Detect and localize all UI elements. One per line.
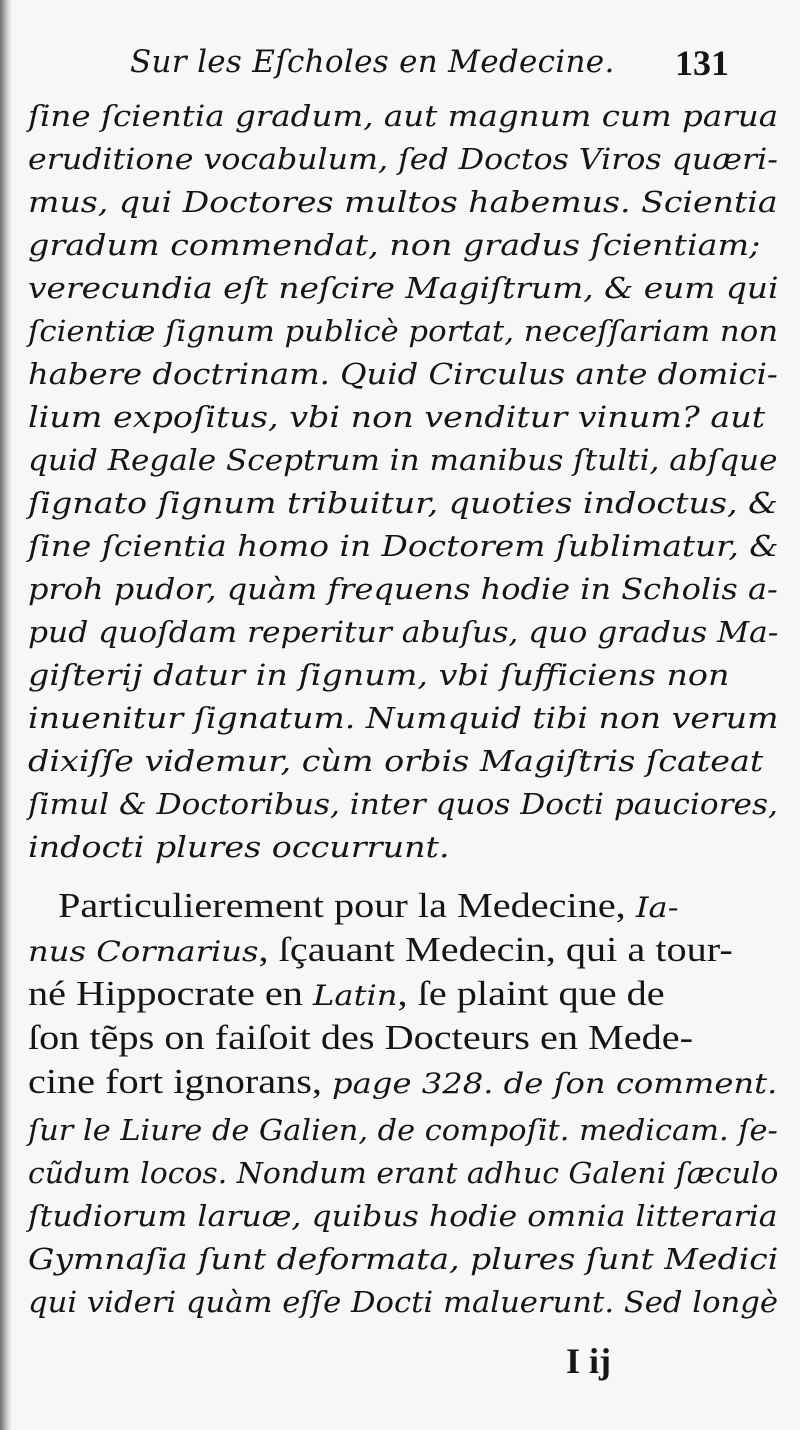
text-line: verecundia eſt neſcire Magiſtrum, & eum qui: [28, 271, 779, 305]
paragraph-line: [28, 930, 733, 972]
text-span: cine fort ignorans,: [28, 1062, 333, 1101]
paragraph-line: ſon tẽps on faiſoit des Docteurs en Mede-: [28, 1018, 694, 1057]
text-line: ſine ſcientia homo in Doctorem ſublimatur, &: [28, 529, 779, 563]
text-span: , ſe plaint que de: [397, 974, 665, 1013]
text-line: ſignato ſignum tribuitur, quoties indoctus, &: [28, 486, 778, 520]
text-line: qui videri quàm eſſe Docti maluerunt. Sed longè: [28, 1285, 779, 1319]
page-gutter-shadow: [0, 0, 12, 1430]
text-span: Latin: [312, 979, 398, 1012]
citation: page 328. de ſon comment.: [332, 1067, 778, 1100]
text-line: gradum commendat, non gradus ſcientiam;: [28, 228, 761, 262]
page-number: 131: [675, 43, 729, 83]
text-line: mus, qui Doctores multos habemus. Scientia: [28, 185, 778, 219]
text-line: giſterij datur in ſignum, vbi ſufficiens non: [28, 658, 730, 692]
paragraph-line: [58, 886, 679, 928]
text-line: quid Regale Sceptrum in manibus ſtulti, abſque: [28, 443, 778, 477]
text-line: habere doctrinam. Quid Circulus ante domici-: [28, 357, 778, 391]
text-line: cũdum locos. Nondum erant adhuc Galeni ſæculo: [28, 1156, 779, 1190]
text-line: pud quoſdam reperitur abuſus, quo gradus Ma-: [28, 615, 779, 649]
text-line: ſine ſcientia gradum, aut magnum cum parua: [28, 99, 779, 133]
text-span: Particulierement pour la Medecine,: [58, 886, 636, 925]
text-line: lium expoſitus, vbi non venditur vinum? aut: [28, 400, 766, 434]
text-span: , ſçauant Medecin, qui a tour-: [258, 930, 733, 969]
text-line: proh pudor, quàm frequens hodie in Scholis a-: [28, 572, 778, 606]
text-line: indocti plures occurrunt.: [28, 830, 450, 864]
text-line: eruditione vocabulum, ſed Doctos Viros quæri-: [28, 142, 778, 176]
text-line: ſur le Liure de Galien, de compoſit. medicam. ſe-: [28, 1113, 778, 1147]
paragraph-line: [28, 974, 665, 1016]
running-header: Sur les Eſcholes en Medecine.: [130, 44, 615, 80]
text-line: dixiſſe videmur, cùm orbis Magiſtris ſcateat: [28, 744, 764, 778]
text-line: ſimul & Doctoribus, inter quos Docti pauciores,: [28, 787, 778, 821]
text-line: inuenitur ſignatum. Numquid tibi non verum: [28, 701, 779, 735]
text-line: ſtudiorum laruæ, quibus hodie omnia litteraria: [28, 1199, 778, 1233]
text-line: Gymnaſia ſunt deformata, plures ſunt Medici: [28, 1242, 779, 1276]
text-line: ſcientiæ ſignum publicè portat, neceſſariam non: [28, 314, 778, 348]
text-span: né Hippocrate en: [28, 974, 313, 1013]
text-span: Ia-: [635, 891, 679, 924]
author-name: nus Cornarius: [28, 935, 259, 968]
signature-mark: I ij: [566, 1341, 611, 1381]
paragraph-line: [28, 1062, 777, 1104]
